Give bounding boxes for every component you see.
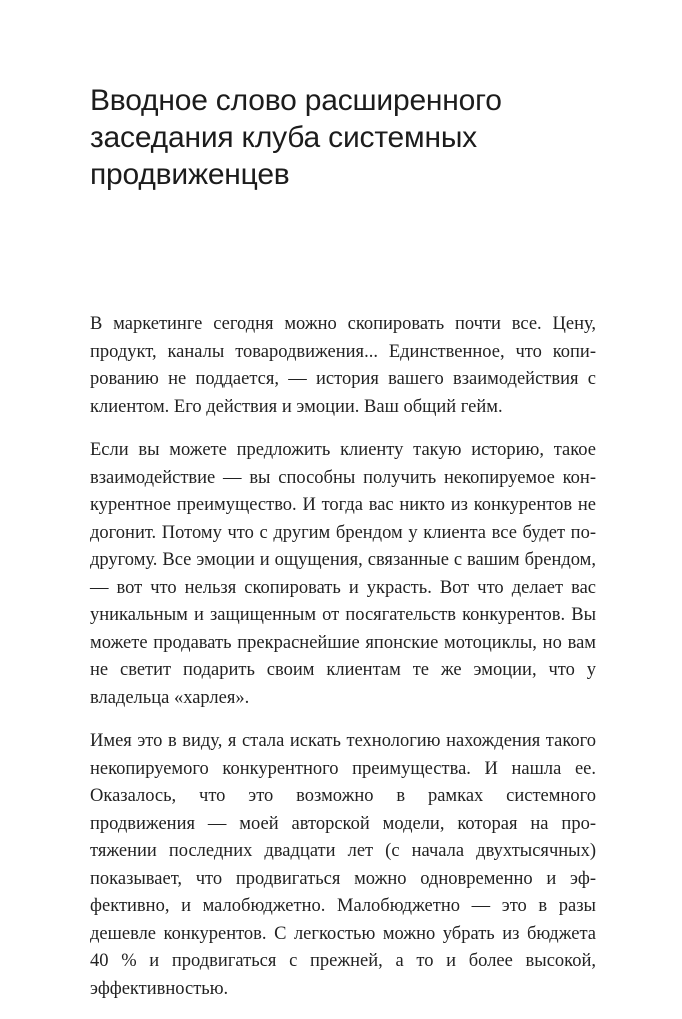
paragraph: В маркетинге сегодня можно скопировать почти все. Цену, продукт, каналы товародвижения... Единственное, что копированию не поддается, — история вашего взаимодействия с клиентом. Его действия и эмоции. Ваш общий гейм.	[90, 314, 596, 417]
book-page	[90, 82, 596, 1019]
chapter-title: Вводное слово расширенного заседания клуба системных продвиженцев	[90, 84, 502, 191]
paragraph: Если вы можете предложить клиенту такую историю, такое взаимодействие — вы способны получить некопируемое конкурентное преимущество. И тогда вас никто из конкурентов не догонит. Потому что с другим брендом у клиента все будет по-другому. Все эмоции и ощущения, связанные с вашим брендом, — вот что нельзя скопировать и украсть. Вот что делает вас уникальным и защищенным от посягательств конкурентов. Вы можете продавать прекраснейшие японские мотоциклы, но вам не светит подарить своим клиентам те же эмоции, что у владельца «харлея».	[90, 440, 596, 708]
paragraph: Имея это в виду, я стала искать технологию нахождения такого некопируемого конкурентного преимущества. И нашла ее. Оказалось, что это возможно в рамках системного продвижения — моей авторской модели, которая на протяжении последних двадцати лет (с начала двухтысячных) показывает, что продвигаться можно одновременно и эффективно, и малобюджетно. Малобюджетно — это в разы дешевле конкурентов. С легкостью можно убрать из бюджета 40 % и продвигаться с прежней, а то и более высокой, эффективностью.	[90, 731, 596, 999]
chapter-body	[90, 311, 596, 1003]
